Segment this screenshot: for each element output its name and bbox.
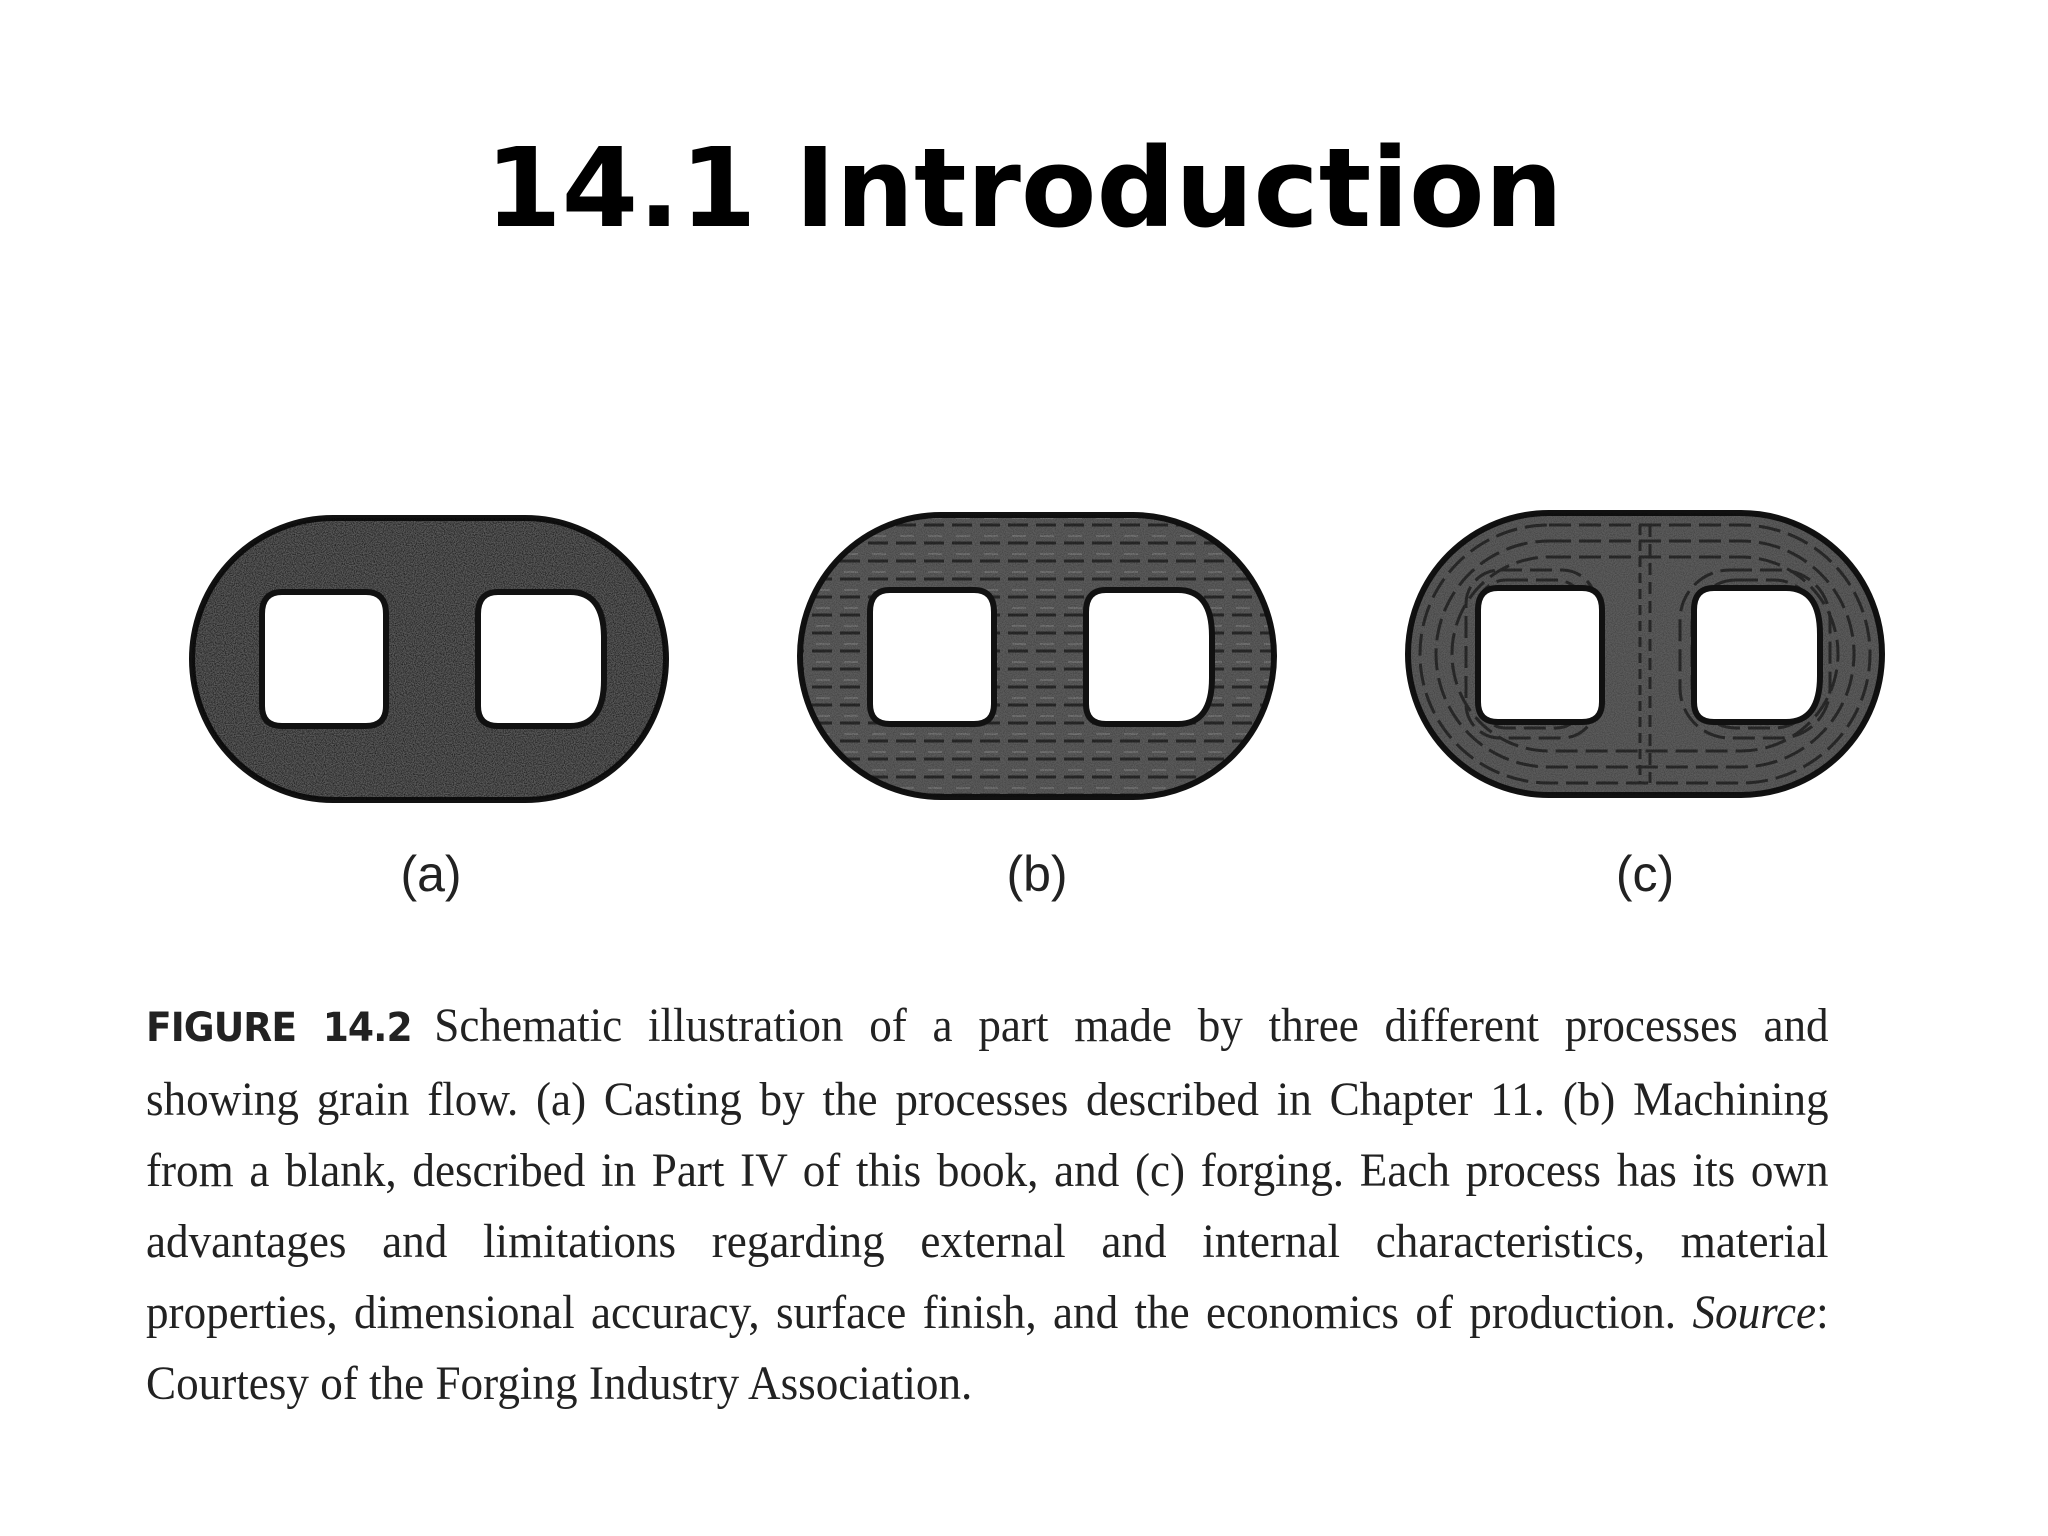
panel-label-c: (c)	[1615, 846, 1675, 902]
caption-text: Schematic illustration of a part made by three different processes and showing grain flow. (a) Casting by the processes described in Chapter 11. (b) Machining from a blank, described in Part IV of this book, and (c) forging. Each process has its own advantages and limitations regarding external and internal characteristics, material properties, dimensional accuracy, surface finish, and the economics of production.	[146, 999, 1829, 1339]
grain-flow-figure	[0, 480, 2048, 820]
slide-title: 14.1 Introduction	[485, 124, 1563, 252]
caption-source-text: : Courtesy of the Forging Industry Association.	[146, 1286, 1829, 1410]
panel-label-b: (b)	[1006, 846, 1068, 902]
panel-a-part	[192, 518, 666, 800]
caption-source-label: Source	[1692, 1286, 1817, 1339]
panel-c-part	[1408, 513, 1882, 795]
figure-number: FIGURE 14.2	[146, 1005, 412, 1051]
panel-b-part	[800, 515, 1274, 797]
panel-label-a: (a)	[400, 846, 462, 902]
figure-caption	[146, 990, 1829, 1419]
